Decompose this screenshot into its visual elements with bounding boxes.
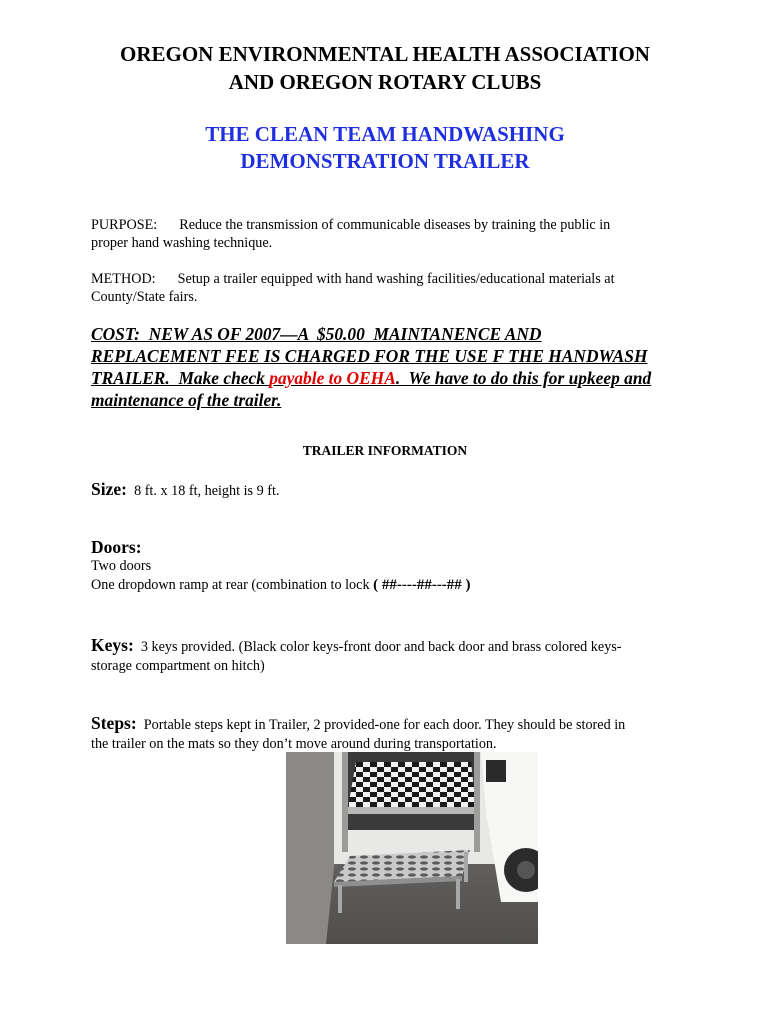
- cost-line-1: COST: NEW AS OF 2007—A $50.00 MAINTANENCE AND: [91, 324, 542, 344]
- trailer-information-heading: TRAILER INFORMATION: [302, 443, 468, 458]
- trailer-steps-photo: [286, 752, 538, 944]
- payable-to-oeha: payable to OEHA: [269, 368, 396, 388]
- method-label: METHOD:: [91, 271, 156, 287]
- keys-section: [91, 636, 681, 676]
- doors-label: Doors:: [91, 537, 142, 557]
- method-paragraph: [91, 270, 681, 306]
- steps-section: [91, 714, 681, 754]
- purpose-label: PURPOSE:: [91, 217, 158, 233]
- title-line-2: AND OREGON ROTARY CLUBS: [228, 70, 542, 94]
- trailer-steps-illustration: [286, 752, 538, 944]
- doors-line-2: One dropdown ramp at rear (combination to lock: [91, 577, 374, 593]
- lock-combination: ( ##----##---## ): [373, 577, 471, 593]
- purpose-paragraph: [91, 216, 681, 252]
- steps-label: Steps:: [91, 713, 137, 733]
- doors-section: [91, 538, 681, 595]
- method-text-2: County/State fairs.: [91, 289, 198, 305]
- size-label: Size:: [91, 479, 127, 499]
- cost-line-2: REPLACEMENT FEE IS CHARGED FOR THE USE F THE HANDWASH: [91, 346, 648, 366]
- keys-line-1: 3 keys provided. (Black color keys-front door and back door and brass colored keys-: [140, 639, 622, 655]
- title-line-1: OREGON ENVIRONMENTAL HEALTH ASSOCIATION: [120, 42, 650, 66]
- subtitle-line-1: THE CLEAN TEAM HANDWASHING: [205, 122, 565, 146]
- cost-line-3-post: . We have to do this for upkeep and: [395, 368, 652, 388]
- cost-line-4: maintenance of the trailer.: [91, 390, 282, 410]
- size-section: [91, 480, 681, 501]
- cost-notice: [91, 323, 681, 411]
- purpose-text-1: Reduce the transmission of communicable diseases by training the public in: [179, 217, 611, 233]
- keys-label: Keys:: [91, 635, 134, 655]
- purpose-text-2: proper hand washing technique.: [91, 235, 273, 251]
- doors-line-1: Two doors: [91, 558, 152, 574]
- size-text: 8 ft. x 18 ft, height is 9 ft.: [134, 483, 280, 499]
- subtitle-line-2: DEMONSTRATION TRAILER: [240, 149, 530, 173]
- cost-line-3-pre: TRAILER. Make check: [91, 368, 270, 388]
- steps-line-2: the trailer on the mats so they don’t move around during transportation.: [91, 736, 497, 752]
- steps-line-1: Portable steps kept in Trailer, 2 provided-one for each door. They should be stored in: [143, 717, 626, 733]
- method-text-1: Setup a trailer equipped with hand washing facilities/educational materials at: [177, 271, 615, 287]
- keys-line-2: storage compartment on hitch): [91, 658, 265, 674]
